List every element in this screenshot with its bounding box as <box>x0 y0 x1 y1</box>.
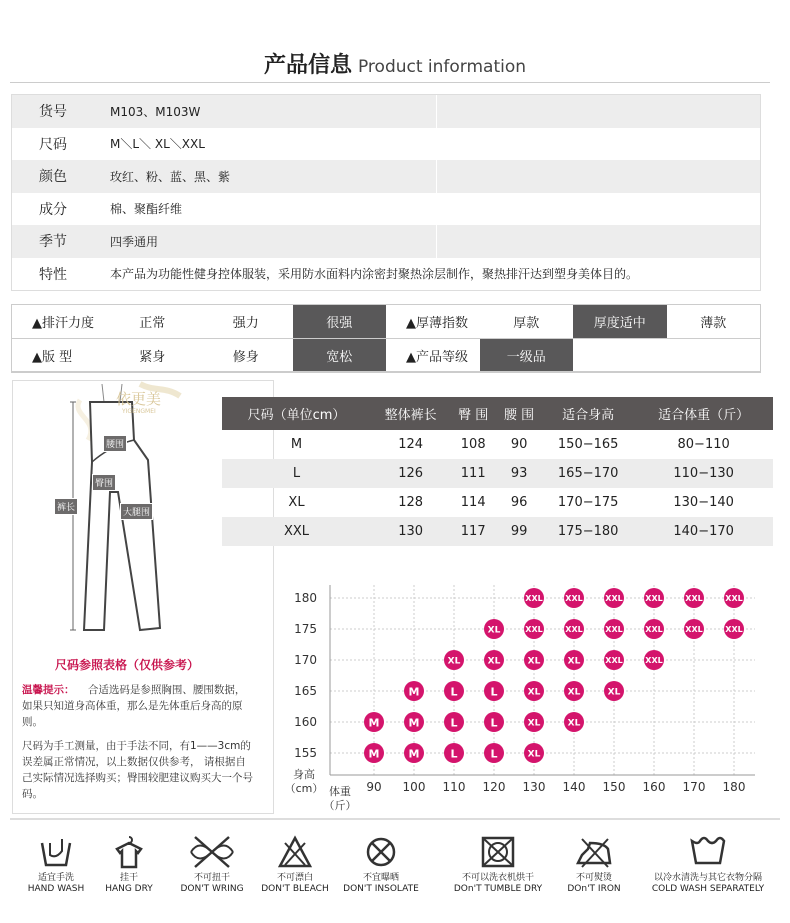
size-point-label: XL <box>527 718 541 729</box>
size-point-label: L <box>490 747 498 761</box>
height-weight-chart <box>280 580 770 815</box>
size-point-label: XXL <box>645 594 663 603</box>
size-point-label: XXL <box>645 656 663 665</box>
x-tick-label: 170 <box>682 780 706 794</box>
tips-paragraph: 温馨提示： 合适选码是参照胸围、腰围数据，如果只知道身高体重，那么是先体重后身高的原则。 <box>22 684 246 728</box>
selected-attribute: 宽松 <box>293 339 386 371</box>
x-tick-label: 120 <box>482 780 506 794</box>
info-row: 尺码 M＼L＼ XL＼XXL <box>12 128 760 161</box>
no-bleach-icon <box>277 835 313 869</box>
size-point-label: XXL <box>645 625 663 634</box>
size-point-label: XXL <box>605 594 623 603</box>
selected-attribute: 厚度适中 <box>573 305 666 338</box>
info-row: 成分 棉、聚酯纤维 <box>12 193 760 226</box>
size-point-label: XL <box>487 625 501 636</box>
y-tick-label: 160 <box>294 715 317 729</box>
care-item: 不可以洗衣机烘干 DOn'T TUMBLE DRY <box>453 835 543 895</box>
divider <box>11 372 761 373</box>
length-label: 裤长 <box>54 498 78 515</box>
x-tick-label: 150 <box>602 780 626 794</box>
no-insolate-icon <box>363 835 399 869</box>
size-point-label: XL <box>527 749 541 760</box>
no-wring-icon <box>187 835 237 869</box>
hang-dry-icon <box>111 835 147 869</box>
hip-label: 臀围 <box>92 474 116 491</box>
no-tumble-dry-icon <box>480 835 516 869</box>
cold-wash-icon <box>688 835 728 869</box>
size-point-label: XL <box>527 656 541 667</box>
size-point-label: M <box>408 716 420 730</box>
x-tick-label: 100 <box>402 780 426 794</box>
brand-logo-sub: YIGENGMEI <box>122 408 156 415</box>
size-point-label: XXL <box>725 625 743 634</box>
size-point-label: XXL <box>605 625 623 634</box>
hand-wash-icon <box>38 835 74 869</box>
size-point-label: XL <box>487 656 501 667</box>
size-point-label: M <box>368 716 380 730</box>
size-point-label: L <box>490 716 498 730</box>
attribute-table <box>11 304 761 372</box>
info-row: 颜色 玫红、粉、蓝、黑、紫 <box>12 160 760 193</box>
size-point-label: XXL <box>525 625 543 634</box>
info-row: 货号 M103、M103W <box>12 95 760 128</box>
info-row: 特性 本产品为功能性健身控体服装，采用防水面料内涂密封聚热涂层制作，聚热排汗达到塑身美体目的。 <box>39 266 639 283</box>
y-axis-label: 身高 <box>293 768 315 781</box>
x-tick-label: 130 <box>522 780 546 794</box>
y-tick-label: 155 <box>294 746 317 760</box>
size-point-label: M <box>408 747 420 761</box>
selected-attribute: 一级品 <box>480 339 573 371</box>
care-item: 不宜曝晒 DON'T INSOLATE <box>336 835 426 895</box>
care-item: 不可熨烫 DOn'T IRON <box>549 835 639 895</box>
y-axis-label-unit: （cm） <box>284 782 324 795</box>
y-tick-label: 165 <box>294 684 317 698</box>
x-tick-label: 160 <box>642 780 666 794</box>
page-title: 产品信息 Product information <box>263 53 527 78</box>
size-table <box>222 397 773 546</box>
size-point-label: XL <box>567 656 581 667</box>
size-point-label: XXL <box>725 594 743 603</box>
size-point-label: XXL <box>685 625 703 634</box>
y-tick-label: 180 <box>294 591 317 605</box>
size-point-label: M <box>408 685 420 699</box>
waist-label: 腰围 <box>103 435 127 452</box>
size-point-label: XL <box>607 687 621 698</box>
x-tick-label: 140 <box>562 780 586 794</box>
size-point-label: XL <box>567 718 581 729</box>
care-item: 不可漂白 DON'T BLEACH <box>250 835 340 895</box>
product-info-table <box>11 94 761 291</box>
size-point-label: L <box>450 747 458 761</box>
care-item: 适宜手洗 HAND WASH <box>11 835 101 895</box>
care-item: 以冷水清洗与其它衣物分隔 COLD WASH SEPARATELY <box>638 835 778 895</box>
table-row: M 124 108 90 150−165 80−110 <box>290 437 730 452</box>
size-point-label: L <box>450 716 458 730</box>
table-row: XL 128 114 96 170−175 130−140 <box>288 495 734 510</box>
care-item: 挂干 HANG DRY <box>84 835 174 895</box>
table-row: L 126 111 93 165−170 110−130 <box>222 459 773 488</box>
size-point-label: XXL <box>565 594 583 603</box>
tips-title: 尺码参照表格（仅供参考） <box>55 658 200 672</box>
thigh-label: 大腿围 <box>120 503 153 520</box>
tips-paragraph: 尺码为手工测量，由于手法不同，有1——3cm的误差属正常情况，以上数据仅供参考， 请根据自己实际情况选择购买；臀围较肥建议购买大一个号码。 <box>22 740 253 800</box>
x-axis-label: 体重 <box>329 785 351 798</box>
size-point-label: XXL <box>605 656 623 665</box>
size-point-label: M <box>368 747 380 761</box>
no-iron-icon <box>574 835 614 869</box>
size-point-label: XL <box>527 687 541 698</box>
info-row: 季节 四季通用 <box>12 225 760 258</box>
size-point-label: XXL <box>685 594 703 603</box>
attribute-row: ▲版 型 紧身 修身 宽松 ▲产品等级 一级品 <box>12 338 760 371</box>
care-item: 不可扭干 DON'T WRING <box>167 835 257 895</box>
x-axis-label-unit: （斤） <box>323 799 357 812</box>
divider <box>10 818 780 820</box>
selected-attribute: 很强 <box>293 305 386 338</box>
size-point-label: L <box>490 685 498 699</box>
size-point-label: XXL <box>525 594 543 603</box>
x-tick-label: 110 <box>442 780 466 794</box>
y-tick-label: 170 <box>294 653 317 667</box>
table-header: 尺码（单位cm） 整体裤长 臀 围 腰 围 适合身高 适合体重（斤） <box>222 397 773 430</box>
brand-logo: 依更美 <box>116 390 162 408</box>
size-point-label: L <box>450 685 458 699</box>
y-tick-label: 175 <box>294 622 317 636</box>
x-tick-label: 90 <box>366 780 382 794</box>
size-point-label: XXL <box>565 625 583 634</box>
attribute-row: ▲排汗力度 正常 强力 很强 ▲厚薄指数 厚款 厚度适中 薄款 <box>12 305 760 338</box>
x-tick-label: 180 <box>722 780 746 794</box>
size-point-label: XL <box>567 687 581 698</box>
divider <box>10 82 770 83</box>
size-point-label: XL <box>447 656 461 667</box>
table-row: XXL 130 117 99 175−180 140−170 <box>222 517 773 546</box>
